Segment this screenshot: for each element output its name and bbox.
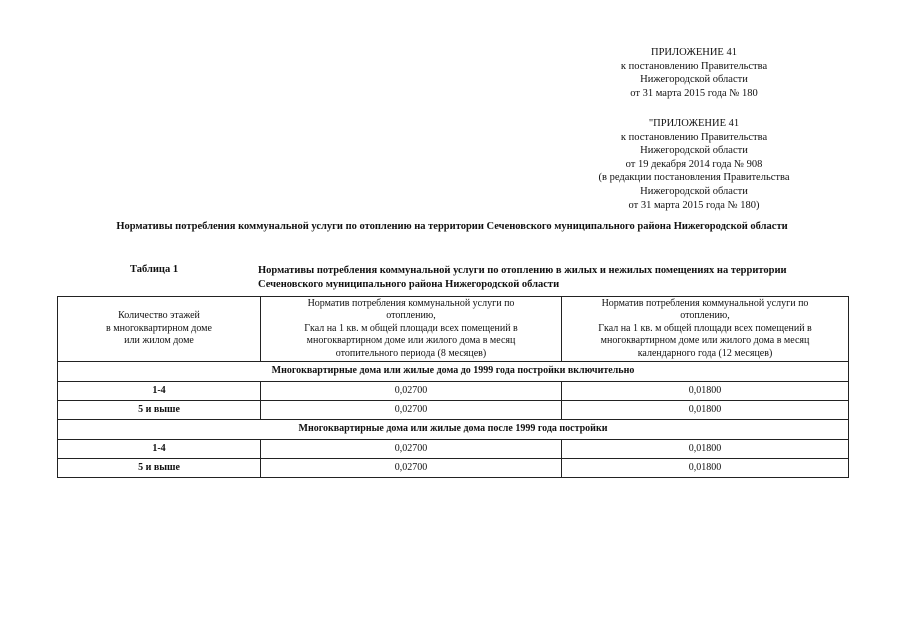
floors-cell: 5 и выше bbox=[58, 401, 261, 420]
header-calendar-year: Норматив потребления коммунальной услуги по отоплению, Гкал на 1 кв. м общей площади всех помещений в многоквартирном доме или жилого дома в месяц календарного года (12 месяцев) bbox=[562, 297, 849, 362]
section-title: Многоквартирные дома или жилые дома до 1999 года постройки включительно bbox=[58, 362, 849, 382]
document-title: Нормативы потребления коммунальной услуги по отоплению на территории Сеченовского муниципального района Нижегородской области bbox=[116, 221, 788, 232]
stamp-line: к постановлению Правительства bbox=[620, 60, 768, 72]
calendar-year-cell: 0,01800 bbox=[562, 459, 849, 478]
floors-cell: 1-4 bbox=[58, 382, 261, 401]
table-row bbox=[58, 382, 849, 401]
header-heating-period: Норматив потребления коммунальной услуги по отоплению, Гкал на 1 кв. м общей площади всех помещений в многоквартирном доме или жилого дома в месяц отопительного периода (8 месяцев) bbox=[261, 297, 562, 362]
norms-table bbox=[57, 296, 849, 478]
floors-cell: 1-4 bbox=[58, 440, 261, 459]
stamp-line: Нижегородской области bbox=[640, 185, 748, 197]
stamp-line: Нижегородской области bbox=[640, 74, 748, 86]
table-label: Таблица 1 bbox=[130, 264, 179, 275]
stamp-line: Нижегородской области bbox=[640, 145, 748, 157]
stamp-line: (в редакции постановления Правительства bbox=[598, 172, 790, 184]
approval-stamp-current bbox=[610, 46, 778, 100]
table-header-row bbox=[58, 297, 849, 362]
header-floors: Количество этажей в многоквартирном доме или жилом доме bbox=[58, 297, 261, 362]
stamp-line: к постановлению Правительства bbox=[620, 131, 768, 143]
section-header-row bbox=[58, 420, 849, 440]
stamp-line: ПРИЛОЖЕНИЕ 41 bbox=[651, 47, 737, 58]
section-title: Многоквартирные дома или жилые дома после 1999 года постройки bbox=[58, 420, 849, 440]
table-row bbox=[58, 459, 849, 478]
table-row bbox=[58, 401, 849, 420]
heating-period-cell: 0,02700 bbox=[261, 401, 562, 420]
heating-period-cell: 0,02700 bbox=[261, 459, 562, 478]
heating-period-cell: 0,02700 bbox=[261, 440, 562, 459]
stamp-line: от 31 марта 2015 года № 180 bbox=[630, 87, 758, 99]
calendar-year-cell: 0,01800 bbox=[562, 382, 849, 401]
approval-stamp-original bbox=[580, 117, 808, 212]
floors-cell: 5 и выше bbox=[58, 459, 261, 478]
calendar-year-cell: 0,01800 bbox=[562, 401, 849, 420]
heating-period-cell: 0,02700 bbox=[261, 382, 562, 401]
table-title: Нормативы потребления коммунальной услуги по отоплению в жилых и нежилых помещениях на территории Сеченовского муниципального района Нижегородской области bbox=[258, 265, 787, 290]
stamp-line: "ПРИЛОЖЕНИЕ 41 bbox=[648, 118, 740, 129]
table-row bbox=[58, 440, 849, 459]
calendar-year-cell: 0,01800 bbox=[562, 440, 849, 459]
stamp-line: от 31 марта 2015 года № 180) bbox=[628, 199, 760, 211]
section-header-row bbox=[58, 362, 849, 382]
stamp-line: от 19 декабря 2014 года № 908 bbox=[625, 158, 763, 170]
